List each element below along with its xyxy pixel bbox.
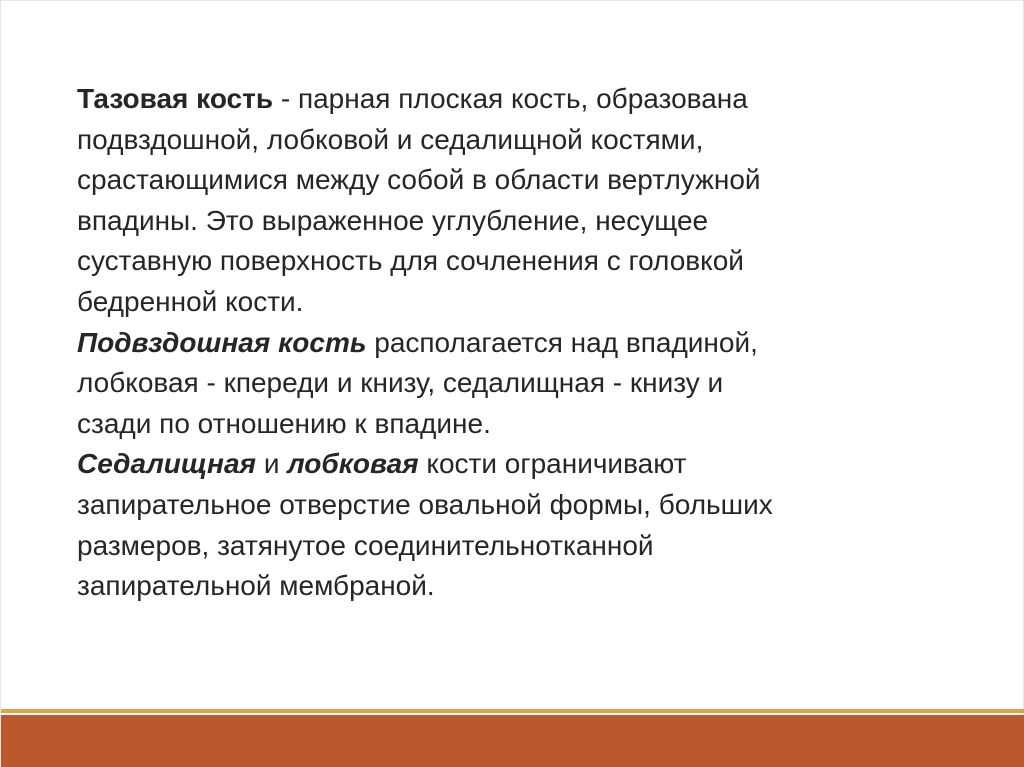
footer-accent-line — [1, 709, 1024, 713]
text-line: впадины. Это выраженное углубление, несущее — [77, 204, 709, 236]
term-ilium: Подвздошная кость — [77, 326, 367, 358]
paragraph-ischium-pubis — [77, 444, 957, 606]
term-ischium: Седалищная — [77, 448, 257, 480]
text-line: сзади по отношению к впадине. — [77, 407, 491, 439]
text-line: подвздошной, лобковой и седалищной костями, — [77, 123, 704, 155]
term-pubis: лобковая — [287, 448, 419, 480]
text-line: бедренной кости. — [77, 285, 304, 317]
connector-text: и — [256, 448, 288, 480]
text-line: срастающимися между собой в области вертлужной — [77, 164, 761, 196]
text-line: располагается над впадиной, — [366, 326, 758, 358]
slide-body-text — [77, 79, 957, 607]
text-line: кости ограничивают — [418, 448, 687, 480]
text-line: суставную поверхность для сочленения с головкой — [77, 245, 744, 277]
footer-accent-bar — [1, 715, 1024, 767]
text-line: размеров, затянутое соединительнотканной — [77, 529, 654, 561]
text-line: лобковая - кпереди и книзу, седалищная - книзу и — [77, 367, 724, 399]
term-pelvic-bone: Тазовая кость — [77, 83, 274, 114]
paragraph-pelvic-bone — [77, 79, 957, 323]
text-line: - парная плоская кость, образована — [273, 83, 748, 114]
paragraph-ilium — [77, 323, 957, 445]
text-line: запирательной мембраной. — [77, 570, 435, 602]
text-line: запирательное отверстие овальной формы, больших — [77, 488, 773, 520]
